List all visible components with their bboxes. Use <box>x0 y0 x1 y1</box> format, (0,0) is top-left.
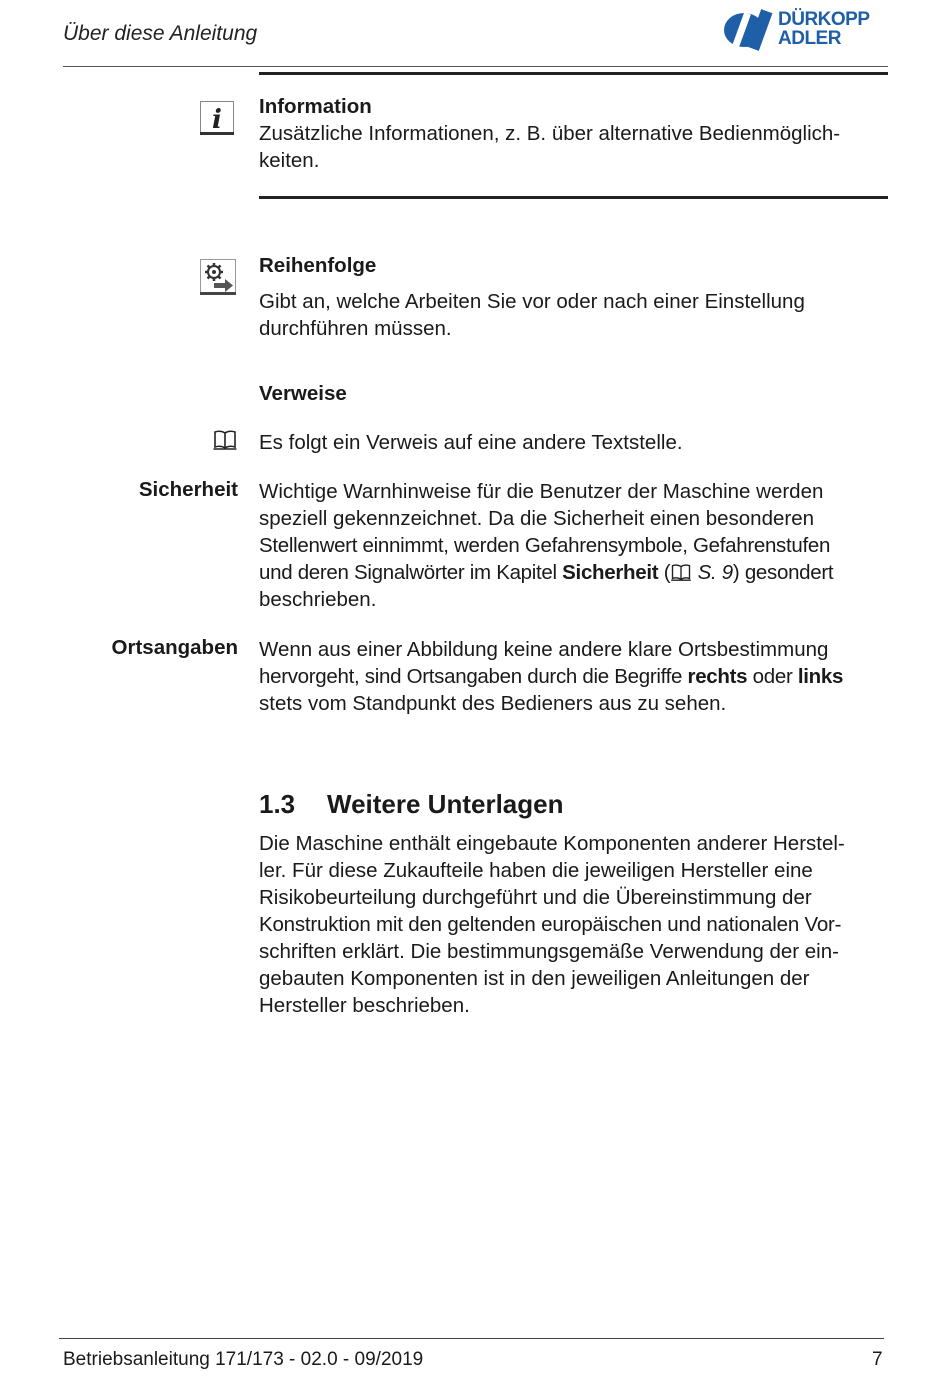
safety-text-line-4 <box>259 559 833 586</box>
section-text-line-6: gebauten Komponenten ist in den jeweiligen Anleitungen der <box>259 967 810 990</box>
location-text-line-2 <box>259 663 843 690</box>
info-title: Information <box>259 95 372 118</box>
info-box-bottom-rule <box>259 196 888 199</box>
safety-text-line-5: beschrieben. <box>259 588 377 611</box>
safety-line-4-start: und deren Signalwörter im Kapitel <box>259 561 563 584</box>
footer-divider <box>59 1338 884 1339</box>
references-text: Es folgt ein Verweis auf eine andere Textstelle. <box>259 431 683 454</box>
sequence-text-line-2: durchführen müssen. <box>259 317 452 340</box>
gear-arrow-icon <box>200 259 236 295</box>
page-number: 7 <box>872 1349 883 1370</box>
location-text-line-1: Wenn aus einer Abbildung keine andere klare Ortsbestimmung <box>259 638 829 661</box>
location-text-line-3: stets vom Standpunkt des Bedieners aus zu sehen. <box>259 692 727 715</box>
safety-paren-open: ( <box>658 561 671 584</box>
info-text-line-2: keiten. <box>259 149 320 172</box>
footer-document-id: Betriebsanleitung 171/173 - 02.0 - 09/2019 <box>63 1349 424 1370</box>
safety-text-line-1: Wichtige Warnhinweise für die Benutzer der Maschine werden <box>259 480 824 503</box>
page-header-title: Über diese Anleitung <box>63 22 258 45</box>
book-ref-icon <box>670 564 692 581</box>
location-line-2-mid: oder <box>747 665 798 688</box>
safety-label: Sicherheit <box>138 478 238 501</box>
header-divider <box>63 66 888 67</box>
location-label: Ortsangaben <box>111 636 238 659</box>
section-text-line-3: Risikobeurteilung durchgeführt und die Übereinstimmung der <box>259 886 812 909</box>
section-text-line-5: schriften erklärt. Die bestimmungsgemäße Verwendung der ein- <box>259 940 839 963</box>
svg-text:i: i <box>212 105 222 135</box>
info-icon <box>200 101 234 135</box>
sequence-title: Reihenfolge <box>259 254 377 277</box>
location-line-2-start: hervorgeht, sind Ortsangaben durch die Begriffe <box>259 665 688 688</box>
safety-text-line-2: speziell gekennzeichnet. Da die Sicherheit einen besonderen <box>259 507 815 530</box>
section-text-line-2: ler. Für diese Zukaufteile haben die jeweiligen Hersteller eine <box>259 859 813 882</box>
section-text-line-1: Die Maschine enthält eingebaute Komponenten anderer Herstel- <box>259 832 845 855</box>
section-text-line-7: Hersteller beschrieben. <box>259 994 470 1017</box>
logo-line-2: ADLER <box>778 28 841 49</box>
safety-chapter-ref: Sicherheit <box>562 561 659 584</box>
section-title: Weitere Unterlagen <box>327 789 564 819</box>
sequence-text-line-1: Gibt an, welche Arbeiten Sie vor oder nach einer Einstellung <box>259 290 805 313</box>
term-right: rechts <box>687 665 748 688</box>
references-title: Verweise <box>259 382 347 405</box>
brand-logo <box>722 6 892 52</box>
section-text-line-4: Konstruktion mit den geltenden europäischen und nationalen Vor- <box>259 913 842 936</box>
book-icon <box>213 430 237 450</box>
logo-mark-icon <box>722 6 778 52</box>
safety-text-line-3: Stellenwert einnimmt, werden Gefahrensymbole, Gefahrenstufen <box>259 534 831 557</box>
logo-line-1: DÜRKOPP <box>778 9 870 30</box>
info-box-top-rule <box>259 72 888 75</box>
page-reference-link[interactable]: S. 9 <box>697 561 733 584</box>
safety-line-4-end: ) gesondert <box>732 561 834 584</box>
term-left: links <box>797 665 844 688</box>
section-number: 1.3 <box>259 789 296 819</box>
info-text-line-1: Zusätzliche Informationen, z. B. über alternative Bedienmöglich- <box>259 122 841 145</box>
